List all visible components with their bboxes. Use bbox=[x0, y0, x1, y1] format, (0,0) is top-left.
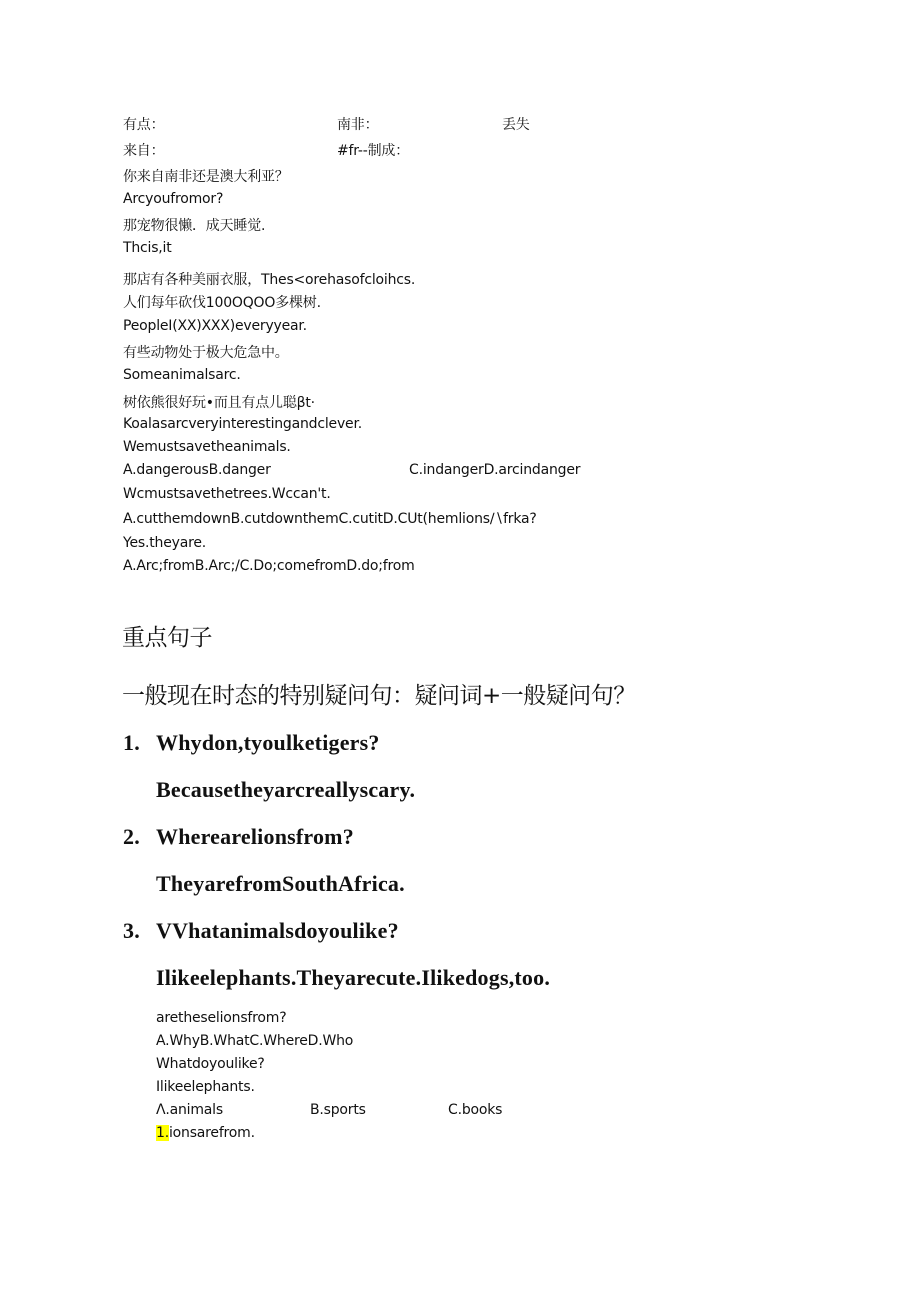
sentence-number: 1. bbox=[123, 730, 140, 755]
exercise-line: Koalasarcveryinterestingandclever. bbox=[123, 416, 362, 432]
sentence-question: VVhatanimalsdoyoulike? bbox=[156, 918, 399, 943]
practice-option-a: Λ.animals bbox=[156, 1102, 223, 1118]
vocab-diushi: 丢失 bbox=[502, 117, 530, 133]
exercise-line: Wcmustsavethetrees.Wccan't. bbox=[123, 486, 331, 502]
practice-option-b: B.sports bbox=[310, 1102, 366, 1118]
exercise-line: 人们每年砍伐100OQOO多棵树. bbox=[123, 295, 321, 311]
highlighted-number: 1. bbox=[156, 1125, 169, 1141]
sentence-question: Wherearelionsfrom? bbox=[156, 824, 354, 849]
sentence-answer: Ilikeelephants.Theyarecute.Ilikedogs,too. bbox=[156, 965, 551, 990]
exercise-line: Arcyoufromor? bbox=[123, 191, 224, 207]
last-line-text: ionsarefrom. bbox=[168, 1125, 255, 1141]
practice-line: Ilikeelephants. bbox=[156, 1079, 255, 1095]
exercise-line: Thcis,it bbox=[123, 240, 172, 256]
practice-line: A.WhyB.WhatC.WhereD.Who bbox=[156, 1033, 354, 1049]
option-ab: A.dangerousB.danger bbox=[123, 462, 271, 478]
vocab-laizi: 来自： bbox=[123, 143, 165, 159]
exercise-line: 有些动物处于极大危急中。 bbox=[123, 345, 289, 361]
section-title: 重点句子 bbox=[122, 625, 212, 651]
vocab-youdian: 有点： bbox=[123, 117, 165, 133]
grammar-title: 一般现在时态的特别疑问句：疑问词+一般疑问句？ bbox=[122, 683, 636, 709]
practice-line: Whatdoyoulike? bbox=[156, 1056, 265, 1072]
practice-line: aretheselionsfrom? bbox=[156, 1010, 287, 1026]
last-line bbox=[156, 1125, 255, 1141]
exercise-line: A.cutthemdownB.cutdownthemC.cutitD.CUt(hemlions∕∖frka? bbox=[123, 511, 537, 527]
exercise-line: Someanimalsarc. bbox=[123, 367, 241, 383]
vocab-nanfei: 南非： bbox=[337, 117, 379, 133]
exercise-line: 那宠物很懒．成天睡觉. bbox=[123, 218, 266, 234]
exercise-line: A.Arc;fromB.Arc;/C.Do;comefromD.do;from bbox=[123, 558, 415, 574]
sentence-question: Whydon,tyoulketigers? bbox=[156, 730, 380, 755]
exercise-line: PeopleI(XX)XXX)everyyear. bbox=[123, 318, 307, 334]
exercise-line: 你来自南非还是澳大利亚？ bbox=[123, 169, 289, 185]
sentence-number: 3. bbox=[123, 918, 140, 943]
exercise-line: 那店有各种美丽衣服，Thes<orehasofcloihcs. bbox=[123, 272, 416, 288]
practice-option-c: C.books bbox=[448, 1102, 503, 1118]
exercise-line: Wemustsavetheanimals. bbox=[123, 439, 291, 455]
sentence-answer: TheyarefromSouthAfrica. bbox=[156, 871, 405, 896]
sentence-number: 2. bbox=[123, 824, 140, 849]
vocab-zhicheng: #fr--制成： bbox=[337, 143, 410, 159]
option-cd: C.indangerD.arcindanger bbox=[409, 462, 581, 478]
exercise-line: Yes.theyare. bbox=[123, 535, 207, 551]
sentence-answer: Becausetheyarcreallyscary. bbox=[156, 777, 416, 802]
exercise-line: 树依熊很好玩•而且有点儿聪βt· bbox=[123, 395, 315, 411]
